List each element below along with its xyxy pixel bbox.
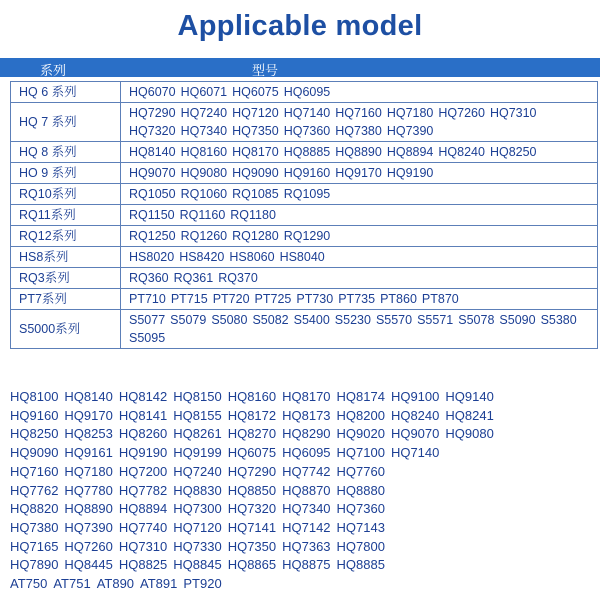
model-item: HQ7180 [64, 463, 113, 479]
model-item: HQ9080 [445, 426, 494, 442]
model-item: HQ8250 [10, 426, 59, 442]
model-item: S5400 [293, 313, 330, 327]
model-item: RQ361 [173, 271, 214, 285]
additional-model-list [10, 388, 595, 594]
model-item: HQ7160 [335, 106, 382, 120]
model-item: HQ7310 [118, 538, 168, 554]
table-row [11, 310, 598, 349]
model-item: AT750 [10, 576, 48, 592]
model-item: PT860 [380, 292, 417, 306]
model-item: RQ1180 [230, 208, 276, 222]
model-item: HQ7310 [489, 106, 537, 120]
model-item: HQ8250 [489, 145, 537, 159]
model-item: AT890 [96, 576, 135, 592]
model-line [10, 482, 595, 501]
model-item: HQ7350 [227, 538, 277, 554]
model-item: HQ8820 [10, 501, 59, 517]
model-item: HQ8100 [10, 389, 59, 404]
model-item: HQ7260 [438, 106, 485, 120]
model-item: RQ1060 [180, 187, 228, 201]
models-cell [121, 142, 598, 163]
model-item: HQ7290 [227, 463, 277, 479]
model-item: HQ9090 [232, 166, 279, 180]
table-row [11, 163, 598, 184]
model-item: HQ8150 [173, 389, 222, 404]
series-column-header: 系列 [40, 63, 67, 78]
model-item: HQ8141 [118, 407, 168, 423]
model-item: HQ8845 [173, 557, 222, 573]
model-item: RQ1085 [232, 187, 279, 201]
model-item: PT725 [254, 292, 292, 306]
model-item: HQ9161 [64, 445, 113, 461]
table-row [11, 103, 598, 142]
model-item: HQ9160 [10, 407, 59, 423]
model-item: S5230 [334, 313, 371, 327]
model-item: RQ1260 [180, 229, 228, 243]
model-item: HQ8261 [173, 426, 222, 442]
model-line [10, 575, 595, 594]
table-row [11, 268, 598, 289]
model-item: S5380 [540, 313, 577, 327]
model-item: PT735 [338, 292, 376, 306]
model-item: HQ7240 [173, 463, 222, 479]
model-item: HQ6095 [282, 445, 331, 461]
model-item: HS8060 [229, 250, 275, 264]
models-cell [121, 184, 598, 205]
model-item: PT715 [170, 292, 208, 306]
model-item: HQ7340 [282, 501, 331, 517]
models-cell [121, 82, 598, 103]
model-item: HQ9199 [173, 445, 222, 461]
model-item: HQ7290 [129, 106, 176, 120]
models-cell [121, 103, 598, 142]
model-item: HQ8160 [227, 389, 277, 404]
model-item: HQ8173 [282, 407, 331, 423]
model-item: HQ6070 [129, 85, 176, 99]
model-item: HQ9070 [390, 426, 440, 442]
model-item: S5082 [252, 313, 289, 327]
series-cell: HQ 6 系列 [11, 82, 121, 103]
model-item: RQ1095 [283, 187, 331, 201]
model-line [10, 538, 595, 557]
model-item: HQ8270 [227, 426, 277, 442]
series-cell: RQ3系列 [11, 268, 121, 289]
model-item: HS8040 [279, 250, 325, 264]
model-item: HQ8890 [335, 145, 382, 159]
model-item: HQ7380 [10, 519, 59, 535]
model-item: HQ7200 [118, 463, 168, 479]
model-item: HQ8160 [180, 145, 228, 159]
model-item: HQ7240 [180, 106, 228, 120]
model-item: HQ7740 [118, 519, 168, 535]
model-item: HQ9170 [64, 407, 113, 423]
model-item: HQ7760 [336, 463, 385, 479]
model-item: HQ8890 [64, 501, 113, 517]
table-row [11, 184, 598, 205]
model-item: HQ7890 [10, 557, 59, 573]
model-item: RQ1250 [129, 229, 176, 243]
model-item: HQ9020 [336, 426, 385, 442]
model-item: S5570 [375, 313, 413, 327]
series-cell: PT7系列 [11, 289, 121, 310]
model-item: HQ7380 [335, 124, 382, 138]
model-line [10, 407, 595, 426]
model-item: HQ8140 [64, 389, 113, 404]
model-item: HQ7100 [336, 445, 385, 461]
table-header [0, 58, 600, 77]
models-cell [121, 310, 598, 349]
model-item: HQ8200 [336, 407, 385, 423]
model-item: HQ8172 [227, 407, 277, 423]
model-item: RQ1160 [179, 208, 226, 222]
model-item: HQ7141 [227, 519, 277, 535]
model-item: HQ9140 [445, 389, 494, 404]
models-cell [121, 163, 598, 184]
series-cell: HO 9 系列 [11, 163, 121, 184]
model-item: AT891 [140, 576, 178, 592]
model-item: PT870 [421, 292, 459, 306]
model-item: HQ8894 [386, 145, 434, 159]
model-item: HQ8885 [283, 145, 331, 159]
model-item: AT751 [53, 576, 91, 592]
table-row [11, 205, 598, 226]
model-item: HQ6075 [232, 85, 279, 99]
model-item: HQ8140 [129, 145, 176, 159]
table-row [11, 82, 598, 103]
series-cell: RQ11系列 [11, 205, 121, 226]
table-row [11, 289, 598, 310]
model-item: HQ7340 [180, 124, 228, 138]
model-item: HQ9170 [335, 166, 382, 180]
model-item: HQ9080 [180, 166, 228, 180]
model-item: HQ7140 [390, 445, 440, 461]
model-item: RQ1290 [283, 229, 331, 243]
models-cell [121, 226, 598, 247]
model-item: HQ8170 [282, 389, 331, 404]
model-item: S5095 [129, 331, 166, 345]
model-item: HQ8880 [336, 482, 385, 498]
model-item: HQ8865 [227, 557, 277, 573]
model-item: HQ7762 [10, 482, 59, 498]
model-line [10, 519, 595, 538]
model-item: HQ7742 [282, 463, 331, 479]
models-cell [121, 205, 598, 226]
model-item: HQ7300 [173, 501, 222, 517]
series-cell: HQ 7 系列 [11, 103, 121, 142]
model-line [10, 444, 595, 463]
model-item: HQ8830 [173, 482, 222, 498]
model-item: HS8020 [129, 250, 175, 264]
model-item: HQ9090 [10, 445, 59, 461]
model-item: S5079 [170, 313, 207, 327]
model-line [10, 500, 595, 519]
page-title: Applicable model [177, 10, 423, 42]
models-cell [121, 268, 598, 289]
model-item: S5077 [129, 313, 166, 327]
table-row [11, 247, 598, 268]
model-item: HQ8885 [336, 557, 385, 573]
model-item: HQ6095 [283, 85, 331, 99]
model-item: HQ7390 [64, 519, 113, 535]
model-item: HQ8240 [390, 407, 440, 423]
model-item: HQ8260 [118, 426, 168, 442]
models-cell [121, 247, 598, 268]
model-item: HQ8155 [173, 407, 222, 423]
model-item: HQ8870 [282, 482, 331, 498]
model-item: HQ9070 [129, 166, 176, 180]
model-line [10, 388, 595, 407]
model-item: HQ7350 [232, 124, 279, 138]
model-item: HQ7360 [336, 501, 385, 517]
model-item: RQ1280 [232, 229, 279, 243]
model-item: HQ8174 [336, 389, 385, 404]
series-cell: S5000系列 [11, 310, 121, 349]
model-item: HQ7165 [10, 538, 59, 554]
model-item: HQ8170 [232, 145, 279, 159]
model-item: HS8420 [179, 250, 225, 264]
model-line [10, 556, 595, 575]
model-item: HQ7140 [283, 106, 331, 120]
model-item: HQ8850 [227, 482, 277, 498]
model-column-header: 型号 [252, 63, 279, 78]
model-item: HQ8875 [282, 557, 331, 573]
model-table [10, 81, 598, 349]
model-item: HQ7782 [118, 482, 168, 498]
model-item: HQ7330 [173, 538, 222, 554]
model-item: RQ1050 [129, 187, 176, 201]
model-item: HQ7363 [282, 538, 331, 554]
model-item: HQ7160 [10, 463, 59, 479]
model-item: HQ9190 [386, 166, 434, 180]
model-item: HQ8894 [118, 501, 168, 517]
series-cell: HS8系列 [11, 247, 121, 268]
model-item: S5090 [499, 313, 536, 327]
model-item: HQ8241 [445, 407, 494, 423]
model-item: HQ7320 [129, 124, 176, 138]
table-row [11, 226, 598, 247]
model-item: HQ8825 [118, 557, 168, 573]
model-item: HQ7360 [283, 124, 331, 138]
model-item: S5080 [211, 313, 248, 327]
model-item: HQ8253 [64, 426, 113, 442]
model-item: PT720 [212, 292, 250, 306]
model-item: HQ9160 [283, 166, 331, 180]
model-item: RQ360 [129, 271, 169, 285]
model-item: RQ370 [218, 271, 258, 285]
model-line [10, 425, 595, 444]
model-item: HQ7260 [64, 538, 113, 554]
series-cell: RQ12系列 [11, 226, 121, 247]
model-item: HQ7143 [336, 519, 385, 535]
model-item: HQ7800 [336, 538, 385, 554]
model-item: S5571 [417, 313, 454, 327]
series-cell: HQ 8 系列 [11, 142, 121, 163]
model-item: HQ6071 [180, 85, 228, 99]
model-item: RQ1150 [129, 208, 175, 222]
model-item: HQ9100 [390, 389, 440, 404]
model-item: HQ7320 [227, 501, 277, 517]
model-item: HQ8290 [282, 426, 331, 442]
model-item: S5078 [458, 313, 495, 327]
model-item: HQ7120 [173, 519, 222, 535]
table-row [11, 142, 598, 163]
model-item: HQ8240 [438, 145, 485, 159]
model-item: PT730 [296, 292, 334, 306]
model-item: HQ7390 [386, 124, 434, 138]
series-cell: RQ10系列 [11, 184, 121, 205]
model-item: HQ8445 [64, 557, 113, 573]
model-line [10, 463, 595, 482]
model-item: PT920 [183, 576, 222, 592]
model-item: HQ7142 [282, 519, 331, 535]
model-item: HQ8142 [118, 389, 168, 404]
model-item: PT710 [129, 292, 166, 306]
model-item: HQ7180 [386, 106, 434, 120]
models-cell [121, 289, 598, 310]
model-item: HQ7780 [64, 482, 113, 498]
model-item: HQ6075 [227, 445, 277, 461]
model-item: HQ9190 [118, 445, 168, 461]
model-item: HQ7120 [232, 106, 279, 120]
